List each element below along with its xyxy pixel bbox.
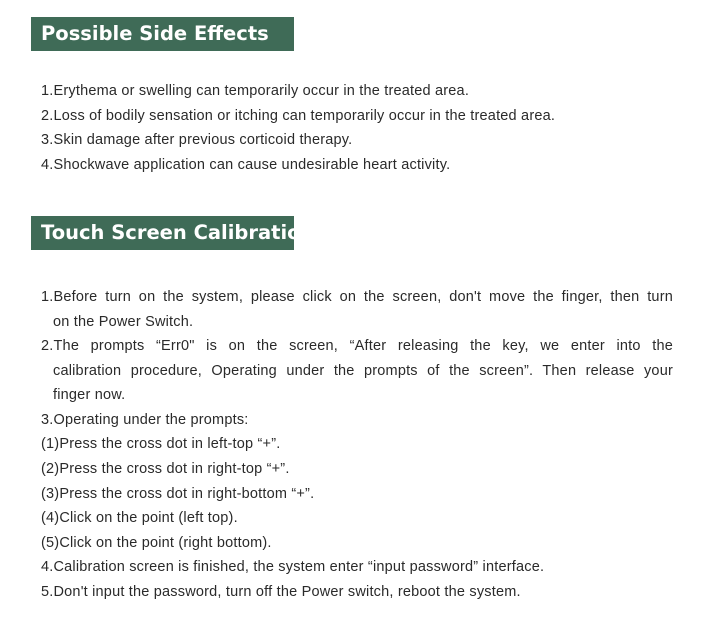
step-2-line-1: 2.The prompts “Err0" is on the screen, “After releasing the key, we enter into the	[41, 338, 673, 354]
calibration-substep: (5)Click on the point (right bottom).	[41, 535, 272, 551]
side-effect-item: 2.Loss of bodily sensation or itching can temporarily occur in the treated area.	[41, 108, 556, 124]
calibration-step-3: 3.Operating under the prompts:	[41, 412, 249, 428]
step-2-line-3: finger now.	[53, 387, 126, 404]
calibration-substep: (3)Press the cross dot in right-bottom “+”.	[41, 486, 315, 502]
calibration-step-4: 4.Calibration screen is finished, the system enter “input password” interface.	[41, 559, 545, 575]
calibration-step-1	[41, 285, 673, 334]
calibration-step-5: 5.Don't input the password, turn off the Power switch, reboot the system.	[41, 584, 521, 600]
calibration-step-2	[41, 334, 673, 408]
calibration-substep: (2)Press the cross dot in right-top “+”.	[41, 461, 290, 477]
calibration-heading: Touch Screen Calibration	[31, 216, 294, 250]
step-1-line-1: 1.Before turn on the system, please click on the screen, don't move the finger, then turn	[41, 289, 673, 305]
calibration-substep: (4)Click on the point (left top).	[41, 510, 238, 526]
step-2-line-2: calibration procedure, Operating under the prompts of the screen”. Then release your	[53, 362, 673, 379]
side-effect-item: 1.Erythema or swelling can temporarily occur in the treated area.	[41, 83, 470, 99]
side-effect-item: 3.Skin damage after previous corticoid therapy.	[41, 132, 353, 148]
side-effect-item: 4.Shockwave application can cause undesirable heart activity.	[41, 157, 451, 173]
side-effects-heading: Possible Side Effects	[31, 17, 294, 51]
calibration-substep: (1)Press the cross dot in left-top “+”.	[41, 436, 281, 452]
step-1-line-2: on the Power Switch.	[53, 313, 194, 330]
